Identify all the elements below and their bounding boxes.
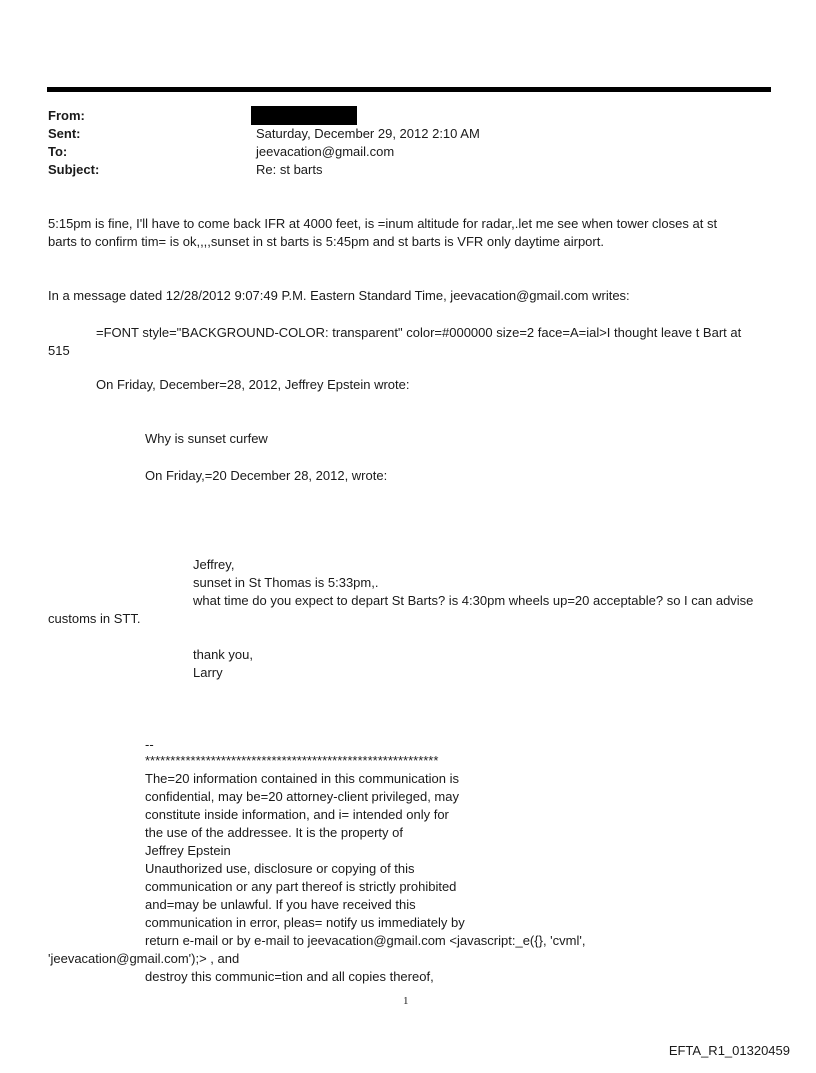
quoted-line: what time do you expect to depart St Barts? is 4:30pm wheels up=20 acceptable? so I can advise (193, 593, 754, 608)
disclaimer-line: communication in error, pleas= notify us immediately by (145, 915, 465, 930)
disclaimer-line: return e-mail or by e-mail to jeevacation@gmail.com <javascript:_e({}, 'cvml', (145, 933, 586, 948)
body-paragraph-line: 5:15pm is fine, I'll have to come back IFR at 4000 feet, is =inum altitude for radar,.let me see when tower closes at st (48, 216, 718, 231)
quoted-line: =FONT style="BACKGROUND-COLOR: transparent" color=#000000 size=2 face=A=ial>I thought leave t Bart at (96, 325, 742, 340)
quoted-line: sunset in St Thomas is 5:33pm,. (193, 575, 379, 590)
disclaimer-line: The=20 information contained in this communication is (145, 771, 459, 786)
body-paragraph-line: barts to confirm tim= is ok,,,,sunset in st barts is 5:45pm and st barts is VFR only daytime airport. (48, 234, 604, 249)
disclaimer-line: Unauthorized use, disclosure or copying of this (145, 861, 415, 876)
signature-name: Larry (193, 665, 223, 680)
disclaimer-line: confidential, may be=20 attorney-client privileged, may (145, 789, 459, 804)
sent-value: Saturday, December 29, 2012 2:10 AM (256, 126, 480, 141)
disclaimer-line: and=may be unlawful. If you have received this (145, 897, 416, 912)
disclaimer-line: the use of the addressee. It is the property of (145, 825, 403, 840)
disclaimer-line: communication or any part thereof is strictly prohibited (145, 879, 457, 894)
disclaimer-line: destroy this communic=tion and all copies thereof, (145, 969, 434, 984)
sent-label: Sent: (48, 126, 81, 141)
quoted-line: Jeffrey, (193, 557, 235, 572)
disclaimer-stars: ********************************************************** (145, 753, 439, 768)
quote-intro: On Friday,=20 December 28, 2012, wrote: (145, 468, 388, 483)
document-id: EFTA_R1_01320459 (668, 1043, 790, 1058)
to-label: To: (48, 144, 68, 159)
signature-separator: -- (145, 737, 154, 752)
quoted-line: Why is sunset curfew (145, 431, 268, 446)
header-rule (47, 87, 771, 92)
subject-value: Re: st barts (256, 162, 323, 177)
to-value: jeevacation@gmail.com (256, 144, 395, 159)
quoted-line: 515 (48, 343, 70, 358)
disclaimer-line: 'jeevacation@gmail.com');> , and (48, 951, 240, 966)
quoted-line: thank you, (193, 647, 253, 662)
quoted-line: customs in STT. (48, 611, 141, 626)
redacted-sender (251, 106, 357, 125)
from-label: From: (48, 108, 85, 123)
quote-intro: In a message dated 12/28/2012 9:07:49 P.M. Eastern Standard Time, jeevacation@gmail.com writes: (48, 288, 630, 303)
quote-intro: On Friday, December=28, 2012, Jeffrey Epstein wrote: (96, 377, 410, 392)
page-number: 1 (403, 995, 409, 1007)
subject-label: Subject: (48, 162, 100, 177)
disclaimer-line: Jeffrey Epstein (145, 843, 231, 858)
disclaimer-line: constitute inside information, and i= intended only for (145, 807, 449, 822)
